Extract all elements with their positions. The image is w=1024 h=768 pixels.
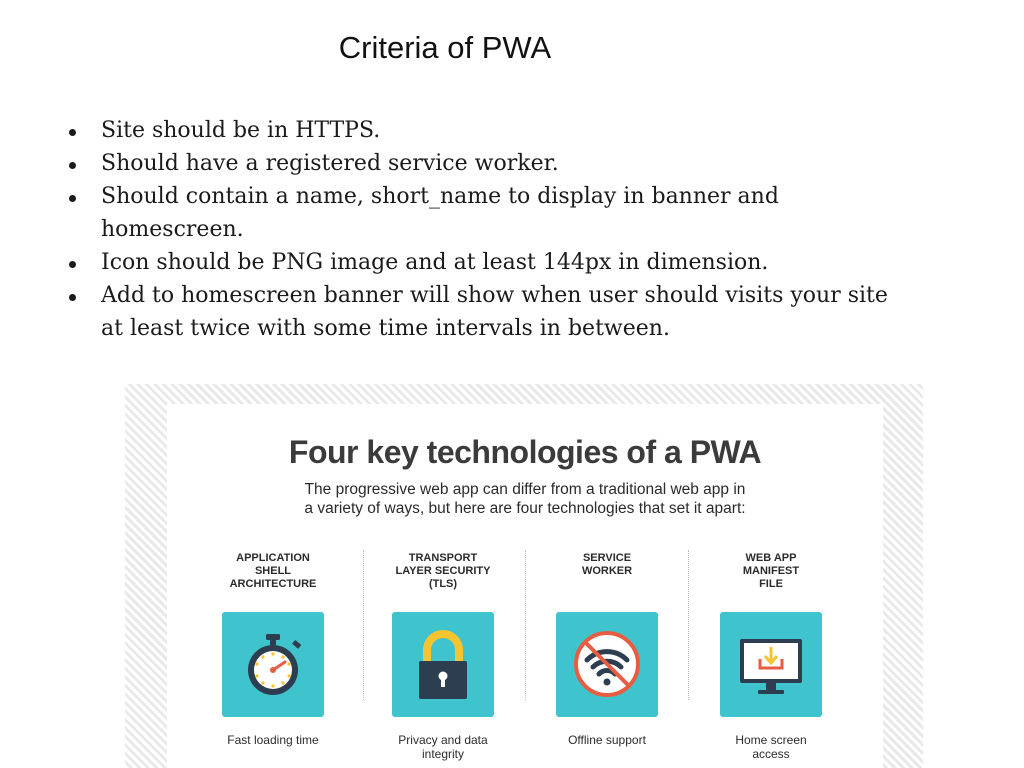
- infographic-title: Four key technologies of a PWA: [288, 434, 762, 470]
- no-wifi-tile: [556, 612, 658, 717]
- pwa-infographic: [125, 384, 923, 768]
- criteria-item: Icon should be PNG image and at least 144px in dimension.: [66, 246, 966, 279]
- infographic-subtitle: [167, 480, 883, 518]
- column-divider: [363, 550, 364, 700]
- criteria-list: [66, 114, 966, 345]
- column-divider: [525, 550, 526, 700]
- tech-caption: Home screen access: [735, 733, 807, 761]
- tech-label: TRANSPORT LAYER SECURITY (TLS): [395, 552, 491, 590]
- tech-caption: Fast loading time: [227, 733, 319, 747]
- tech-caption: Privacy and data integrity: [398, 733, 488, 761]
- tech-column-manifest: [701, 552, 841, 761]
- padlock-tile: [392, 612, 494, 717]
- infographic-card: [167, 404, 883, 768]
- stopwatch-icon: [222, 612, 324, 717]
- tech-label: SERVICE WORKER: [581, 552, 633, 577]
- stopwatch-tile: [222, 612, 324, 717]
- slide-title: Criteria of PWA: [338, 30, 552, 65]
- tech-label: WEB APP MANIFEST FILE: [742, 552, 800, 590]
- tech-label: APPLICATION SHELL ARCHITECTURE: [229, 552, 317, 590]
- column-divider: [688, 550, 689, 700]
- subtitle-line: The progressive web app can differ from a traditional web app in: [304, 481, 746, 498]
- tech-caption: Offline support: [568, 733, 646, 747]
- criteria-item: Site should be in HTTPS.: [66, 114, 966, 147]
- criteria-item: Should have a registered service worker.: [66, 147, 966, 180]
- padlock-icon: [392, 612, 494, 717]
- monitor-tile: [720, 612, 822, 717]
- tech-column-tls: [373, 552, 513, 761]
- criteria-item: Should contain a name, short_name to display in banner and homescreen.: [66, 180, 841, 246]
- no-wifi-icon: [556, 612, 658, 717]
- criteria-item: Add to homescreen banner will show when user should visits your site at least twice with some time intervals in between.: [66, 279, 891, 345]
- tech-column-service-worker: [537, 552, 677, 747]
- tech-column-app-shell: [203, 552, 343, 747]
- monitor-download-icon: [720, 612, 822, 717]
- subtitle-line: a variety of ways, but here are four technologies that set it apart:: [304, 500, 746, 517]
